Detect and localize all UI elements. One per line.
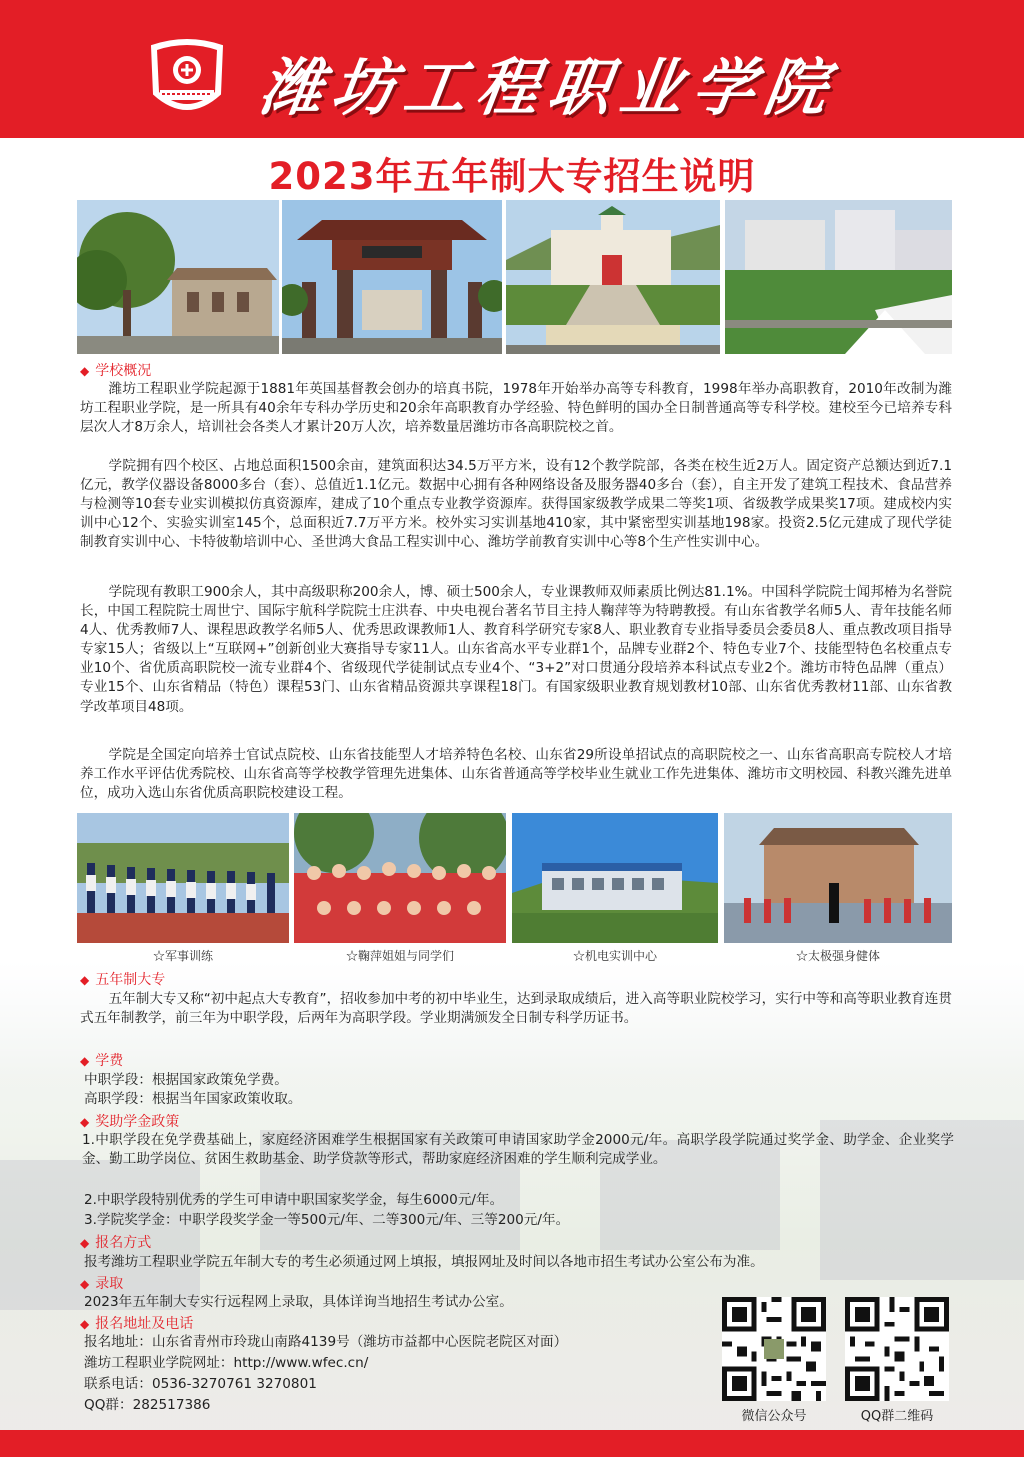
footer-banner xyxy=(0,1430,1024,1457)
diamond-bullet-icon: ◆ xyxy=(80,364,90,378)
contact-qq-group: QQ群：282517386 xyxy=(84,1397,211,1413)
overview-paragraph-3: 学院现有教职工900余人，其中高级职称200余人，博、硕士500余人，专业课教师双师素质比例达81.1%。中国科学院院士闻邦椿为名誉院长，中国工程院院士周世宁、国际宇航科学院院士庄洪春、中央电视台著名节目主持人鞠萍等为特聘教授。有山东省教学名师5人、青年技能名师4人、优秀教师7人、课程思政教学名师5人、优秀思政课教师1人、教育科学研究专家8人、职业教育专业指导委员会委员8人、重点教改项目指导专家15人；省级以上“互联网+”创新创业大赛指导专家11人。山东省高水平专业群1个，品牌专业群2个、特色专业7个、技能型特色名校重点专业10个、省优质高职院校一流专业群4个、省级现代学徒制试点专业4个、“3+2”对口贯通分段培养本科试点专业2个。潍坊市特色品牌（重点）专业15个、山东省精品（特色）课程53门、山东省精品资源共享课程18门。有国家级职业教育规划教材10部、山东省优秀教材11部、山东省教学改革项目48项。 xyxy=(80,584,952,715)
diamond-bullet-icon: ◆ xyxy=(80,1236,90,1250)
diamond-bullet-icon: ◆ xyxy=(80,1277,90,1291)
scholarship-item-2: 2.中职学段特别优秀的学生可申请中职国家奖学金，每生6000元/年。 xyxy=(84,1192,504,1208)
overview-paragraph-4: 学院是全国定向培养士官试点院校、山东省技能型人才培养特色名校、山东省29所设单招试点的高职院校之一、山东省高职高专院校人才培养工作水平评估优秀院校、山东省高等学校教学管理先进集体、山东省普通高等学校毕业生就业工作先进集体、潍坊市文明校园、科教兴潍先进单位，成功入选山东省优质高职院校建设工程。 xyxy=(80,747,952,802)
photo-caption-students: ☆鞠萍姐姐与同学们 xyxy=(345,949,454,963)
tuition-line-higher: 高职学段：根据当年国家政策收取。 xyxy=(84,1091,302,1107)
taichi-exercise-photo xyxy=(724,813,952,943)
section-heading-overview: ◆ 学校概况 xyxy=(80,363,152,379)
scholarship-item-3: 3.学院奖学金：中职学段奖学金一等500元/年、二等300元/年、三等200元/年。 xyxy=(84,1212,570,1228)
diamond-bullet-icon: ◆ xyxy=(80,1054,90,1068)
five-year-paragraph: 五年制大专又称“初中起点大专教育”，招收参加中考的初中毕业生，达到录取成绩后，进入高等职业院校学习，实行中等和高等职业教育连贯式五年制教学，前三年为中职学段，后两年为高职学段。学业期满颁发全日制专科学历证书。 xyxy=(80,991,952,1027)
diamond-bullet-icon: ◆ xyxy=(80,1317,90,1331)
main-building-photo xyxy=(506,200,720,354)
qq-group-qr-label: QQ群二维码 xyxy=(860,1409,934,1424)
contact-address: 报名地址：山东省青州市玲珑山南路4139号（潍坊市益都中心医院老院区对面） xyxy=(84,1334,568,1350)
contact-website[interactable]: 潍坊工程职业学院网址：http://www.wfec.cn/ xyxy=(84,1355,369,1371)
wechat-qr-code[interactable] xyxy=(722,1297,826,1401)
scholarship-item-1: 1.中职学段在免学费基础上，家庭经济困难学生根据国家有关政策可申请国家助学金2000元/年。高职学段学院通过奖学金、助学金、企业奖学金、勤工助学岗位、贫困生救助基金、助学贷款等形式，帮助家庭经济困难的学生顺利完成学业。 xyxy=(82,1132,954,1168)
qq-group-qr-code[interactable] xyxy=(845,1297,949,1401)
admission-text: 2023年五年制大专实行远程网上录取，具体详询当地招生考试办公室。 xyxy=(84,1294,513,1310)
school-logo xyxy=(148,36,226,120)
section-heading-admission: ◆ 录取 xyxy=(80,1276,124,1292)
school-name-title: 潍坊工程职业学院 xyxy=(255,51,842,124)
tuition-line-secondary: 中职学段：根据国家政策免学费。 xyxy=(84,1072,288,1088)
photo-caption-electromechanical: ☆机电实训中心 xyxy=(572,949,657,963)
diamond-bullet-icon: ◆ xyxy=(80,973,90,987)
section-heading-tuition: ◆ 学费 xyxy=(80,1053,124,1069)
campus-gate-photo xyxy=(282,200,502,354)
section-heading-five-year: ◆ 五年制大专 xyxy=(80,972,166,988)
contact-phone: 联系电话：0536-3270761 3270801 xyxy=(84,1376,317,1392)
section-heading-contact: ◆ 报名地址及电话 xyxy=(80,1316,194,1332)
apply-text: 报考潍坊工程职业学院五年制大专的考生必须通过网上填报，填报网址及时间以各地市招生考试办公室公布为准。 xyxy=(84,1254,764,1270)
electromechanical-center-photo xyxy=(512,813,718,943)
military-training-photo xyxy=(77,813,289,943)
diamond-bullet-icon: ◆ xyxy=(80,1115,90,1129)
photo-caption-taichi: ☆太极强身健体 xyxy=(795,949,880,963)
overview-paragraph-2: 学院拥有四个校区、占地总面积1500余亩，建筑面积达34.5万平方米，设有12个教学院部，各类在校生近2万人。固定资产总额达到近7.1亿元，教学仪器设备8000多台（套）、总值近1.1亿元。数据中心拥有各种网络设备及服务器40多台（套），自主开发了建筑工程技术、食品营养与检测等10套专业实训模拟仿真资源库，建成了10个重点专业教学资源库。获得国家级教学成果二等奖1项、省级教学成果奖17项。建成校内实训中心12个、实验实训室145个，总面积近7.7万平方米。校外实习实训基地410家，其中紧密型实训基地198家。投资2.5亿元建成了现代学徒制教育实训中心、卡特彼勒培训中心、圣世鸿大食品工程实训中心、潍坊学前教育实训中心等8个生产性实训中心。 xyxy=(80,458,952,551)
section-heading-scholarship: ◆ 奖助学金政策 xyxy=(80,1114,180,1130)
campus-aerial-photo xyxy=(725,200,952,354)
students-group-photo xyxy=(294,813,506,943)
historic-building-photo xyxy=(77,200,279,354)
wechat-qr-label: 微信公众号 xyxy=(741,1409,807,1424)
overview-paragraph-1: 潍坊工程职业学院起源于1881年英国基督教会创办的培真书院，1978年开始举办高等专科教育，1998年举办高职教育，2010年改制为潍坊工程职业学院，是一所具有40余年专科办学历史和20余年高职教育办学经验、特色鲜明的国办全日制普通高等专科学校。建校至今已培养专科层次人才8万余人，培训社会各类人才累计20万人次，培养数量居潍坊市各高职院校之首。 xyxy=(80,381,952,436)
section-heading-apply: ◆ 报名方式 xyxy=(80,1235,152,1251)
page-title: 2023年五年制大专招生说明 xyxy=(268,155,756,198)
header-banner xyxy=(0,0,1024,138)
photo-caption-military: ☆军事训练 xyxy=(152,949,213,963)
